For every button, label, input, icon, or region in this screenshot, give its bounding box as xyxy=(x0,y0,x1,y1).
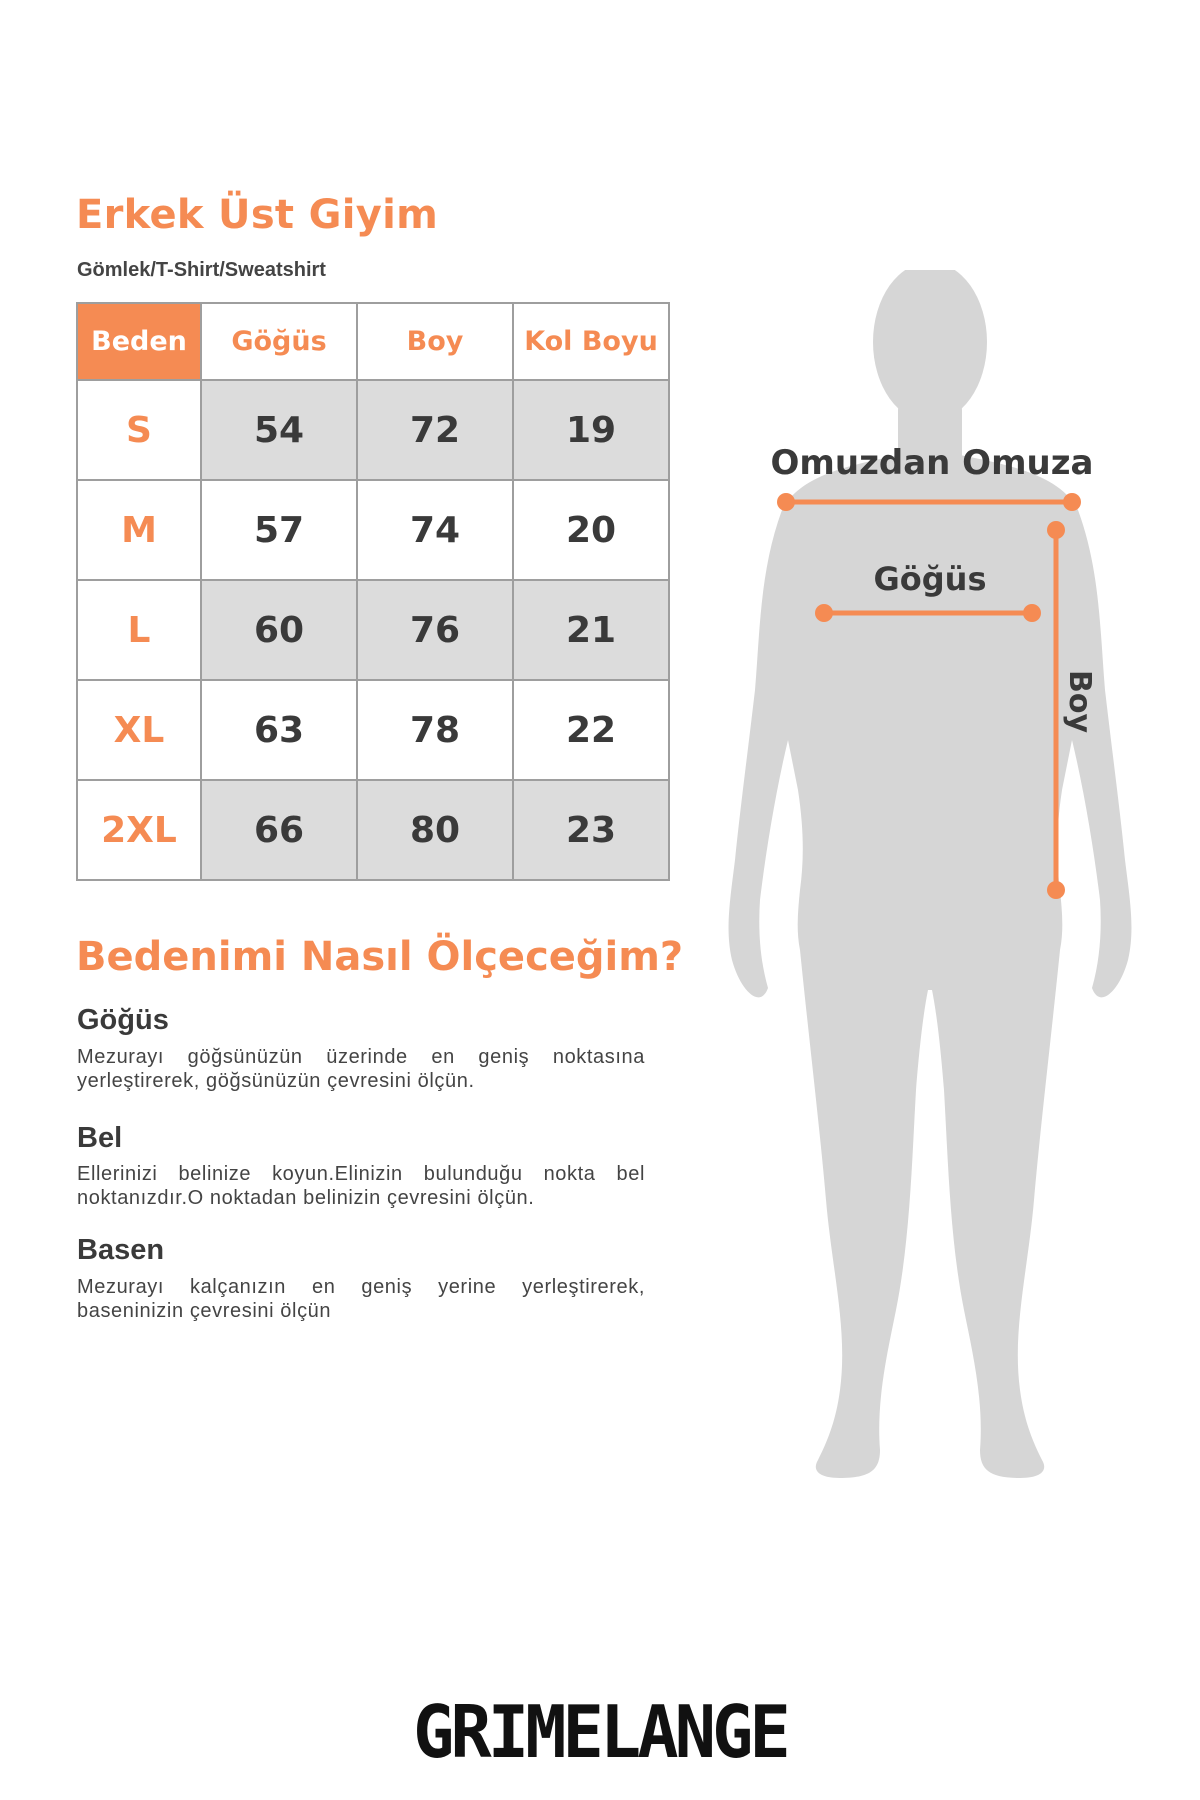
shoulder-label: Omuzdan Omuza xyxy=(770,443,1094,483)
howto-title: Bedenimi Nasıl Ölçeceğim? xyxy=(76,934,684,980)
length-top-dot xyxy=(1047,521,1065,539)
size-cell: 2XL xyxy=(77,780,201,880)
boy-cell: 72 xyxy=(357,380,513,480)
shoulder-left-dot xyxy=(777,493,795,511)
size-cell: XL xyxy=(77,680,201,780)
table-row xyxy=(77,480,669,580)
boy-cell: 74 xyxy=(357,480,513,580)
header-boy: Boy xyxy=(357,303,513,380)
section-heading-bel: Bel xyxy=(77,1122,123,1154)
size-cell: L xyxy=(77,580,201,680)
brand-logo: GRIMELANGE xyxy=(413,1690,787,1774)
section-heading-gogus: Göğüs xyxy=(77,1004,169,1036)
table-row xyxy=(77,680,669,780)
gogus-cell: 66 xyxy=(201,780,357,880)
chest-right-dot xyxy=(1023,604,1041,622)
shoulder-right-dot xyxy=(1063,493,1081,511)
table-row xyxy=(77,380,669,480)
section-text-gogus: Mezurayı göğsünüzün üzerinde en geniş noktasına yerleştirerek, göğsünüzün çevresini ölçün. xyxy=(77,1046,645,1092)
kol-cell: 19 xyxy=(513,380,669,480)
header-gogus: Göğüs xyxy=(201,303,357,380)
page-title: Erkek Üst Giyim xyxy=(76,192,439,238)
kol-cell: 20 xyxy=(513,480,669,580)
section-heading-basen: Basen xyxy=(77,1234,165,1266)
section-text-bel: Ellerinizi belinize koyun.Elinizin bulunduğu nokta bel noktanızdır.O noktadan belinizin çevresini ölçün. xyxy=(77,1163,645,1209)
table-row xyxy=(77,780,669,880)
gogus-cell: 60 xyxy=(201,580,357,680)
body-shape xyxy=(729,455,1132,1478)
length-label: Boy xyxy=(1062,670,1097,734)
header-beden: Beden xyxy=(77,303,201,380)
table-row xyxy=(77,580,669,680)
length-bottom-dot xyxy=(1047,881,1065,899)
size-cell: S xyxy=(77,380,201,480)
size-table xyxy=(76,302,670,881)
boy-cell: 80 xyxy=(357,780,513,880)
header-kol-boyu: Kol Boyu xyxy=(513,303,669,380)
shoulder-measure xyxy=(771,443,1094,511)
chest-left-dot xyxy=(815,604,833,622)
boy-cell: 76 xyxy=(357,580,513,680)
kol-cell: 22 xyxy=(513,680,669,780)
chest-label: Göğüs xyxy=(873,560,987,598)
gogus-cell: 57 xyxy=(201,480,357,580)
table-header-row xyxy=(77,303,669,380)
section-text-basen: Mezurayı kalçanızın en geniş yerine yerleştirerek, baseninizin çevresini ölçün xyxy=(77,1276,645,1322)
page-subtitle: Gömlek/T-Shirt/Sweatshirt xyxy=(77,259,326,281)
gogus-cell: 63 xyxy=(201,680,357,780)
measurement-figure xyxy=(700,270,1200,1500)
head-shape xyxy=(873,270,987,422)
boy-cell: 78 xyxy=(357,680,513,780)
kol-cell: 21 xyxy=(513,580,669,680)
figure-svg xyxy=(700,270,1200,1500)
gogus-cell: 54 xyxy=(201,380,357,480)
size-cell: M xyxy=(77,480,201,580)
kol-cell: 23 xyxy=(513,780,669,880)
